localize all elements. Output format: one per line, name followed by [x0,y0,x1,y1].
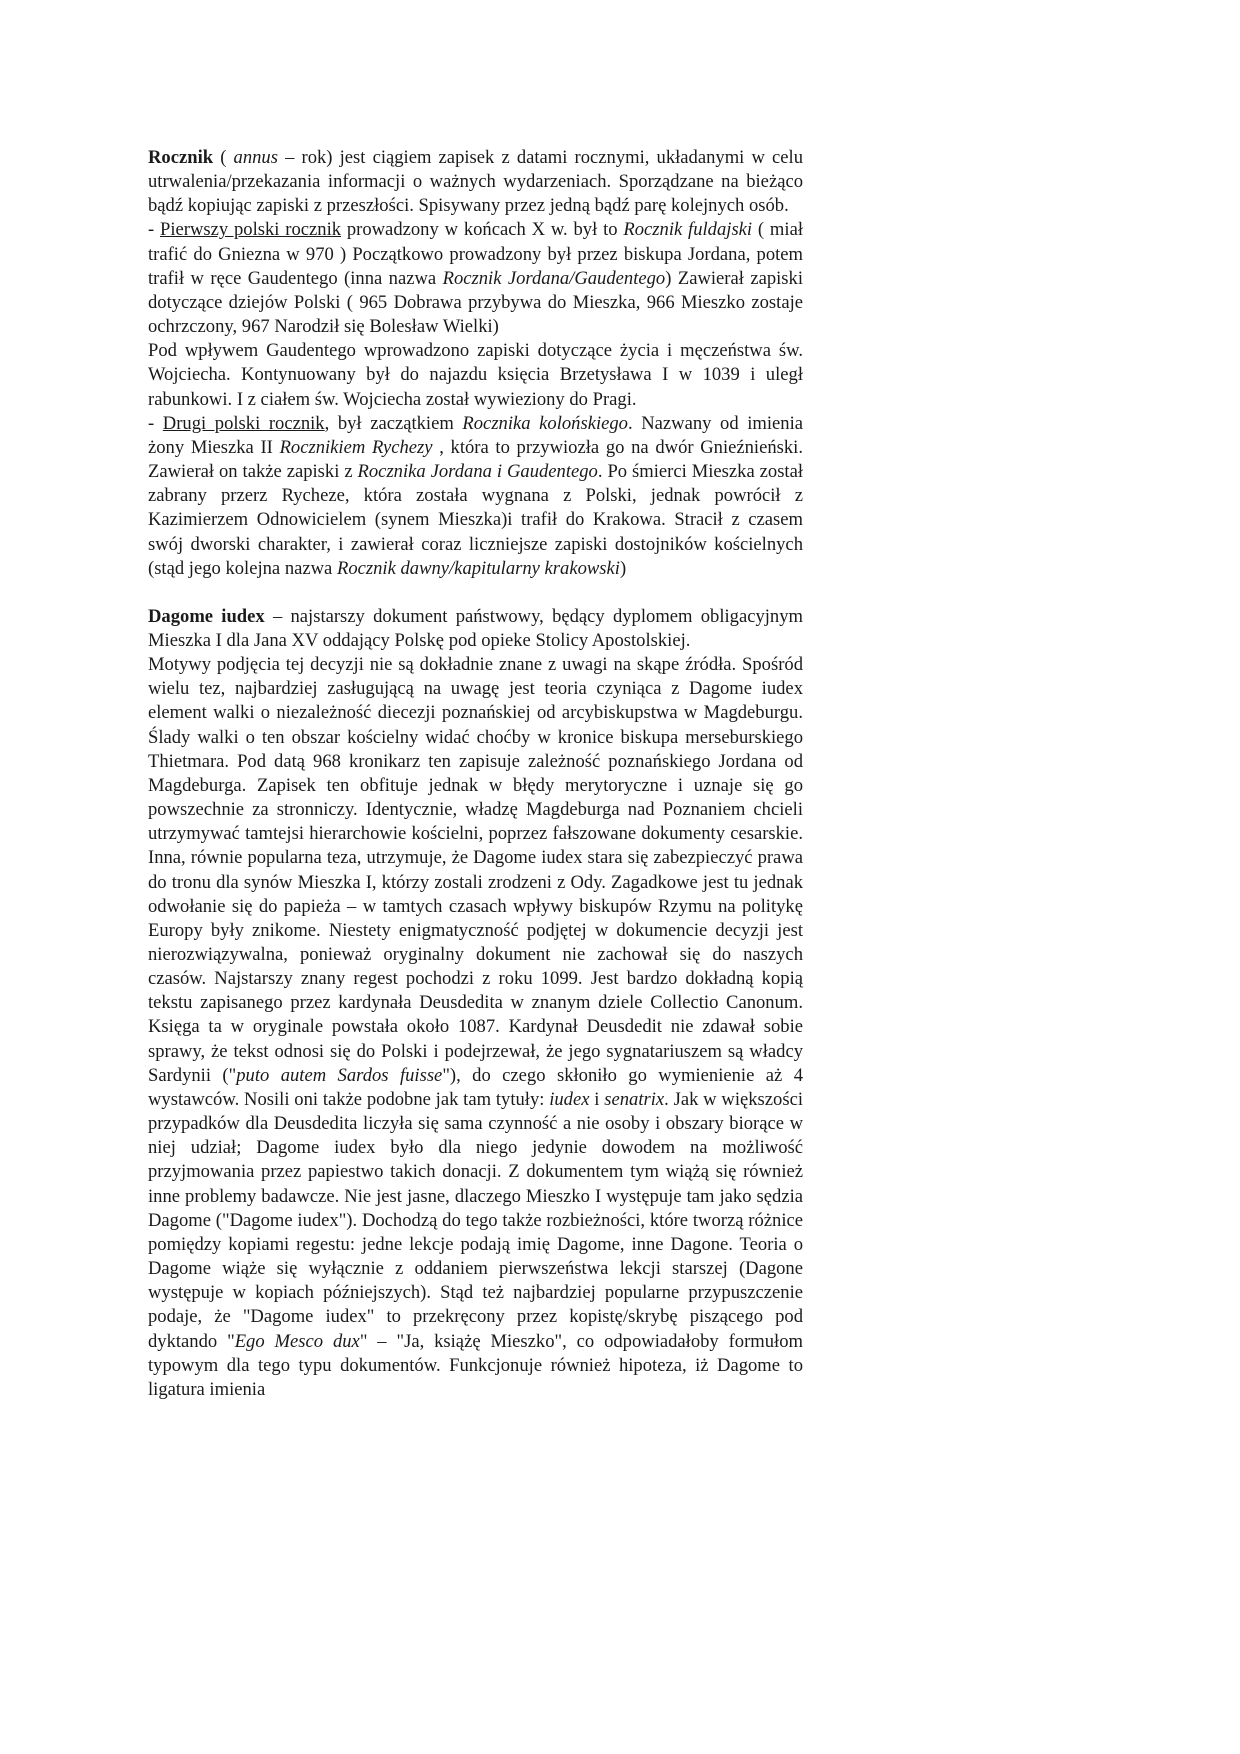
paragraph [148,146,803,218]
italic-phrase: Rocznik fuldajski [623,219,753,241]
section-rocznik [148,146,803,581]
text-run: i [589,1088,605,1110]
italic-phrase: Rocznik Jordana/Gaudentego [442,267,666,289]
text-run: "), do czego skłoniło go wymienienie aż 4 wystawców. Nosili oni także podobne jak tam tytuły: [148,1064,803,1110]
italic-phrase: annus [233,147,278,168]
text-run: . Nazwany od imienia żony Mieszka II [148,412,803,458]
italic-phrase: Rocznik dawny/kapitularny krakowski [336,557,620,579]
text-run: ) [619,557,627,579]
paragraph [148,218,803,339]
underlined-phrase: Drugi polski rocznik [162,412,325,434]
italic-phrase: Rocznika Jordana i Gaudentego [357,461,598,483]
italic-phrase: Ego Mesco dux [234,1330,360,1352]
italic-phrase: iudex [549,1088,590,1110]
document-page [148,146,803,1402]
term-heading: Rocznik [148,147,214,168]
paragraph [148,653,803,1402]
text-run: , która to przywiozła go na dwór Gnieźnieński. Zawierał on także zapiski z [148,436,803,483]
term-heading: Dagome iudex [148,605,265,627]
section-dagome [148,605,803,1402]
text-run: . Jak w większości przypadków dla Deusdedita liczyła się sama czynność a nie osoby i obszary biorące w niej udział; Dagome iudex było dla niego jedynie dowodem na możliwość przyjmowania przez papiestwo takich donacji. Z dokumentem tym wiążą się również inne problemy badawcze. Nie jest jasne, dlaczego Mieszko I występuje tam jako sędzia Dagome ("Dagome iudex"). Dochodzą do tego także rozbieżności, które tworzą różnice pomiędzy kopiami regestu: jedne lekcje podają imię Dagome, inne Dagone. Teoria o Dagome wiąże się wyłącznie z oddaniem pierwszeństwa lekcji starszej (Dagone występuje w kopiach późniejszych). Stąd też najbardziej popularne przypuszczenie podaje, że "Dagome iudex" to przekręcony przez kopistę/skrybę piszącego pod dyktando " [148,1088,803,1352]
paragraph [148,412,803,581]
section-gap [148,581,803,605]
text-run: – najstarszy dokument państwowy, będący dyplomem obligacyjnym Mieszka I dla Jana XV oddający Polskę pod opieke Stolicy Apostolskiej. [148,605,803,651]
text-run: – rok) jest ciągiem zapisek z datami rocznymi, układanymi w celu utrwalenia/przekazania informacji o ważnych wydarzeniach. Sporządzane na bieżąco bądź kopiując zapiski z przeszłości. Spisywany przez jedną bądź parę kolejnych osób. [148,147,803,217]
text-run: , był zaczątkiem [324,412,463,434]
text-run: . Po śmierci Mieszka został zabrany przerz Rycheze, która została wygnana z Polski, jednak powrócił z Kazimierzem Odnowicielem (synem Mieszka)i trafił do Krakowa. Stracił z czasem swój dworski charakter, i zawierał coraz liczniejsze zapiski dostojników kościelnych (stąd jego kolejna nazwa [148,461,804,579]
text-run: prowadzony w końcach X w. był to [341,219,624,241]
italic-phrase: Rocznikiem Rychezy [279,436,433,458]
text-run: ( miał trafić do Gniezna w 970 ) Początkowo prowadzony był przez biskupa Jordana, potem trafił w ręce Gaudentego (inna nazwa [148,219,803,289]
text-run: ( [213,147,234,168]
text-run: " – "Ja, książę Mieszko", co odpowiadałoby formułom typowym dla tego typu dokumentów. Funkcjonuje również hipoteza, iż Dagome to ligatura imienia [148,1330,803,1400]
italic-phrase: senatrix [604,1088,665,1110]
italic-phrase: puto autem Sardos fuisse [236,1064,443,1086]
underlined-phrase: Pierwszy polski rocznik [160,219,342,241]
paragraph [148,339,803,411]
text-run: - [148,219,161,241]
text-run: - [148,412,163,434]
text-run: Pod wpływem Gaudentego wprowadzono zapiski dotyczące życia i męczeństwa św. Wojciecha. Kontynuowany był do najazdu księcia Brzetysława I w 1039 i uległ rabunkowi. I z ciałem św. Wojciecha został wywieziony do Pragi. [148,340,803,410]
text-run: Motywy podjęcia tej decyzji nie są dokładnie znane z uwagi na skąpe źródła. Spośród wielu tez, najbardziej zasługującą na uwagę jest teoria czyniąca z Dagome iudex element walki o niezależność diecezji poznańskiej od arcybiskupstwa w Magdeburgu. Ślady walki o ten obszar kościelny widać choćby w kronice biskupa merseburskiego Thietmara. Pod datą 968 kronikarz ten zapisuje zależność poznańskiego Jordana od Magdeburga. Zapisek ten obfituje jednak w błędy merytoryczne i uznaje się go powszechnie za stronniczy. Identycznie, władzę Magdeburga nad Poznaniem chcieli utrzymywać tamtejsi hierarchowie kościelni, poprzez fałszowane dokumenty cesarskie. Inna, równie popularna teza, utrzymuje, że Dagome iudex stara się zabezpieczyć prawa do tronu dla synów Mieszka I, którzy zostali zrodzeni z Ody. Zagadkowe jest tu jednak odwołanie się do papieża – w tamtych czasach wpływy biskupów Rzymu na politykę Europy były znikome. Niestety enigmatyczność podjętej w dokumencie decyzji jest nierozwiązywalna, ponieważ oryginalny dokument nie zachował się do naszych czasów. Najstarszy znany regest pochodzi z roku 1099. Jest bardzo dokładną kopią tekstu zapisanego przez kardynała Deusdedita w znanym dziele Collectio Canonum. Księga ta w oryginale powstała około 1087. Kardynał Deusdedit nie zdawał sobie sprawy, że tekst odnosi się do Polski i podejrzewał, że jego sygnatariuszem są władcy Sardynii (" [148,654,803,1086]
italic-phrase: Rocznika kolońskiego [462,412,628,434]
text-run: ) Zawierał zapiski dotyczące dziejów Polski ( 965 Dobrawa przybywa do Mieszka, 966 Mieszko zostaje ochrzczony, 967 Narodził się Bolesław Wielki) [148,267,803,338]
paragraph [148,605,803,653]
